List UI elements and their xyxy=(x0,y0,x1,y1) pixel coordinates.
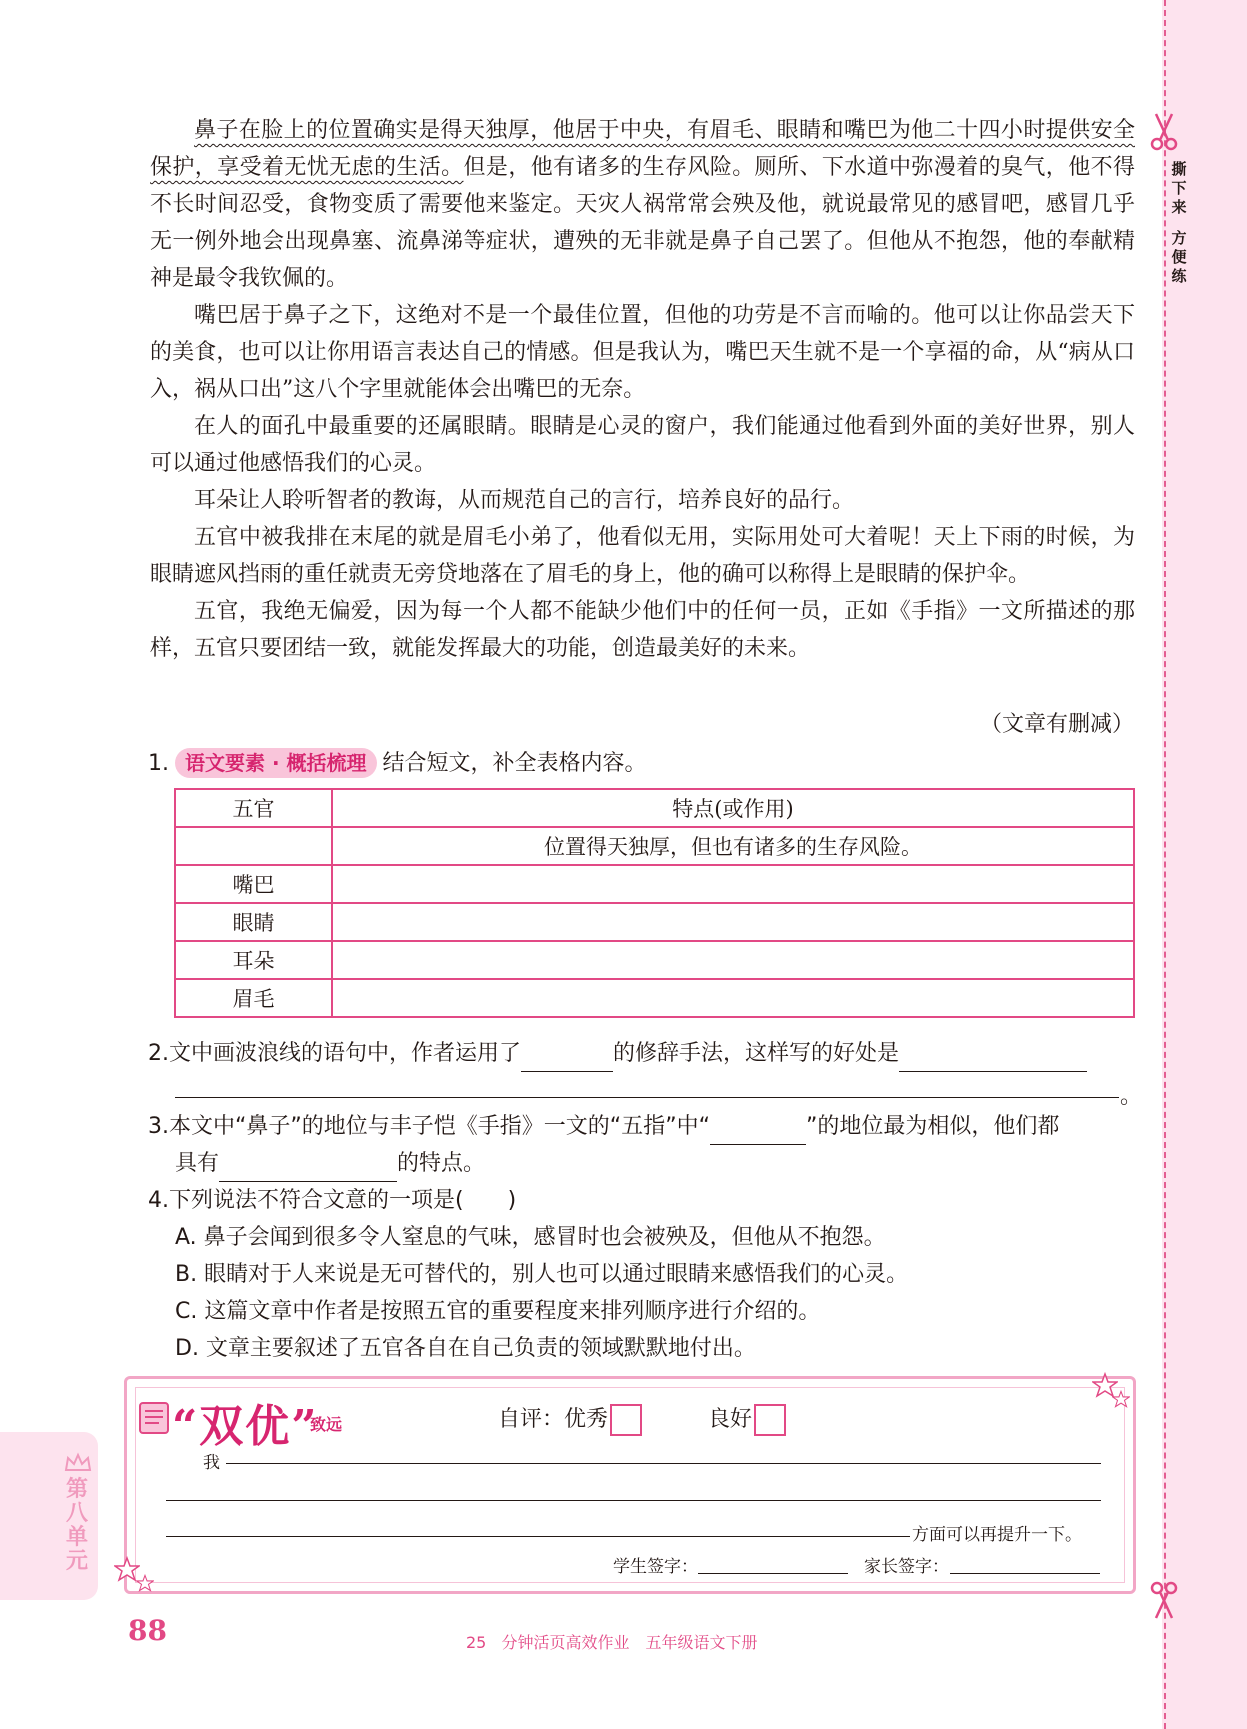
table-cell[interactable] xyxy=(332,979,1134,1017)
tear-note: 撕 下 来 方 便 练 xyxy=(1171,160,1187,285)
page-number: 88 xyxy=(128,1614,167,1647)
question-3-cont: 具有 的特点。 xyxy=(175,1145,485,1182)
self-evaluation: 自评：优秀 良好 xyxy=(498,1402,786,1436)
table-row xyxy=(175,903,1134,941)
answer-blank[interactable] xyxy=(521,1045,613,1072)
table-header: 特点(或作用) xyxy=(332,789,1134,827)
table-cell: 眉毛 xyxy=(175,979,332,1017)
me-label: 我 xyxy=(203,1453,220,1473)
wavy-sentence: 鼻子在脸上的位置确实是得天独厚，他居于中央，有眉毛、眼睛和嘴巴为他二十四小时提供安全保护，享受着无忧无虑的生活。 xyxy=(150,118,1135,180)
table-cell[interactable] xyxy=(332,903,1134,941)
scroll-icon xyxy=(134,1397,174,1437)
star-icon xyxy=(1112,1390,1130,1408)
period: 。 xyxy=(1120,1084,1143,1109)
table-cell: 眼睛 xyxy=(175,903,332,941)
table-row xyxy=(175,979,1134,1017)
answer-line[interactable] xyxy=(166,1536,910,1537)
table-cell: 位置得天独厚，但也有诸多的生存风险。 xyxy=(332,827,1134,865)
table-header: 五官 xyxy=(175,789,332,827)
scissors-icon xyxy=(1150,1580,1178,1620)
parent-sign-line[interactable] xyxy=(950,1573,1100,1574)
student-sign-label: 学生签字： xyxy=(613,1557,698,1577)
paragraph-conclusion: 五官，我绝无偏爱，因为每一个人都不能缺少他们中的任何一员，正如《手指》一文所描述的那样，五官只要团结一致，就能发挥最大的功能，创造最美好的未来。 xyxy=(150,599,1135,661)
answer-table xyxy=(174,788,1135,1018)
answer-line[interactable] xyxy=(175,1097,1119,1098)
option-c[interactable]: C. 这篇文章中作者是按照五官的重要程度来排列顺序进行介绍的。 xyxy=(175,1299,821,1324)
question-4: 4.下列说法不符合文意的一项是( ) xyxy=(148,1188,517,1213)
student-sign-line[interactable] xyxy=(698,1573,848,1574)
crown-icon xyxy=(64,1452,92,1472)
table-row xyxy=(175,827,1134,865)
improve-label: 方面可以再提升一下。 xyxy=(912,1525,1082,1545)
unit-label: 第 八 单 元 xyxy=(65,1477,88,1574)
answer-blank[interactable] xyxy=(710,1118,806,1145)
footer-text: 25 分钟活页高效作业 五年级语文下册 xyxy=(466,1633,758,1652)
question-2: 2.文中画波浪线的语句中，作者运用了 的修辞手法，这样写的好处是 xyxy=(148,1035,1087,1072)
table-cell: 嘴巴 xyxy=(175,865,332,903)
logo-subtitle: 致远 xyxy=(310,1415,343,1434)
option-d[interactable]: D. 文章主要叙述了五官各自在自己负责的领域默默地付出。 xyxy=(175,1336,756,1361)
star-icon xyxy=(136,1574,154,1592)
paragraph-nose: 鼻子在脸上的位置确实是得天独厚，他居于中央，有眉毛、眼睛和嘴巴为他二十四小时提供安全保护，享受着无忧无虑的生活。但是，他有诸多的生存风险。厕所、下水道中弥漫着的臭气，他不得不长时间忍受，食物变质了需要他来鉴定。天灾人祸常常会殃及他，就说最常见的感冒吧，感冒几乎无一例外地会出现鼻塞、流鼻涕等症状，遭殃的无非就是鼻子自己罢了。但他从不抱怨，他的奉献精神是最令我钦佩的。 xyxy=(150,118,1135,291)
skill-tag: 语文要素 · 概括梳理 xyxy=(175,748,377,778)
question-1: 1. 语文要素 · 概括梳理 结合短文，补全表格内容。 xyxy=(148,745,647,782)
table-row xyxy=(175,865,1134,903)
parent-sign-label: 家长签字： xyxy=(864,1557,949,1577)
table-row xyxy=(175,941,1134,979)
table-cell[interactable] xyxy=(332,865,1134,903)
table-cell[interactable] xyxy=(175,827,332,865)
option-a[interactable]: A. 鼻子会闻到很多令人窒息的气味，感冒时也会被殃及，但他从不抱怨。 xyxy=(175,1225,886,1250)
logo-title: “双优” xyxy=(172,1401,319,1452)
option-b[interactable]: B. 眼睛对于人来说是无可替代的，别人也可以通过眼睛来感悟我们的心灵。 xyxy=(175,1262,909,1287)
paragraph-ears: 耳朵让人聆听智者的教诲，从而规范自己的言行，培养良好的品行。 xyxy=(194,488,855,513)
paragraph-mouth: 嘴巴居于鼻子之下，这绝对不是一个最佳位置，但他的功劳是不言而喻的。他可以让你品尝天下的美食，也可以让你用语言表达自己的情感。但是我认为，嘴巴天生就不是一个享福的命，从“病从口入，祸从口出”这八个字里就能体会出嘴巴的无奈。 xyxy=(150,303,1135,402)
paragraph-eyes: 在人的面孔中最重要的还属眼睛。眼睛是心灵的窗户，我们能通过他看到外面的美好世界，别人可以通过他感悟我们的心灵。 xyxy=(150,414,1135,476)
paragraph-eyebrows: 五官中被我排在末尾的就是眉毛小弟了，他看似无用，实际用处可大着呢！天上下雨的时候，为眼睛遮风挡雨的重任就责无旁贷地落在了眉毛的身上，他的确可以称得上是眼睛的保护伞。 xyxy=(150,525,1135,587)
answer-blank[interactable] xyxy=(219,1155,397,1182)
answer-blank[interactable] xyxy=(899,1045,1087,1072)
excellent-checkbox[interactable] xyxy=(610,1404,642,1436)
source-note: （文章有删减） xyxy=(979,712,1134,737)
question-3: 3.本文中“鼻子”的地位与丰子恺《手指》一文的“五指”中“ ”的地位最为相似，他们都 xyxy=(148,1108,1059,1145)
table-cell: 耳朵 xyxy=(175,941,332,979)
good-checkbox[interactable] xyxy=(754,1404,786,1436)
article-body xyxy=(150,112,1135,667)
answer-line[interactable] xyxy=(166,1500,1101,1501)
answer-line[interactable] xyxy=(226,1463,1101,1464)
table-header-row xyxy=(175,789,1134,827)
scissors-icon xyxy=(1150,112,1178,152)
table-cell[interactable] xyxy=(332,941,1134,979)
